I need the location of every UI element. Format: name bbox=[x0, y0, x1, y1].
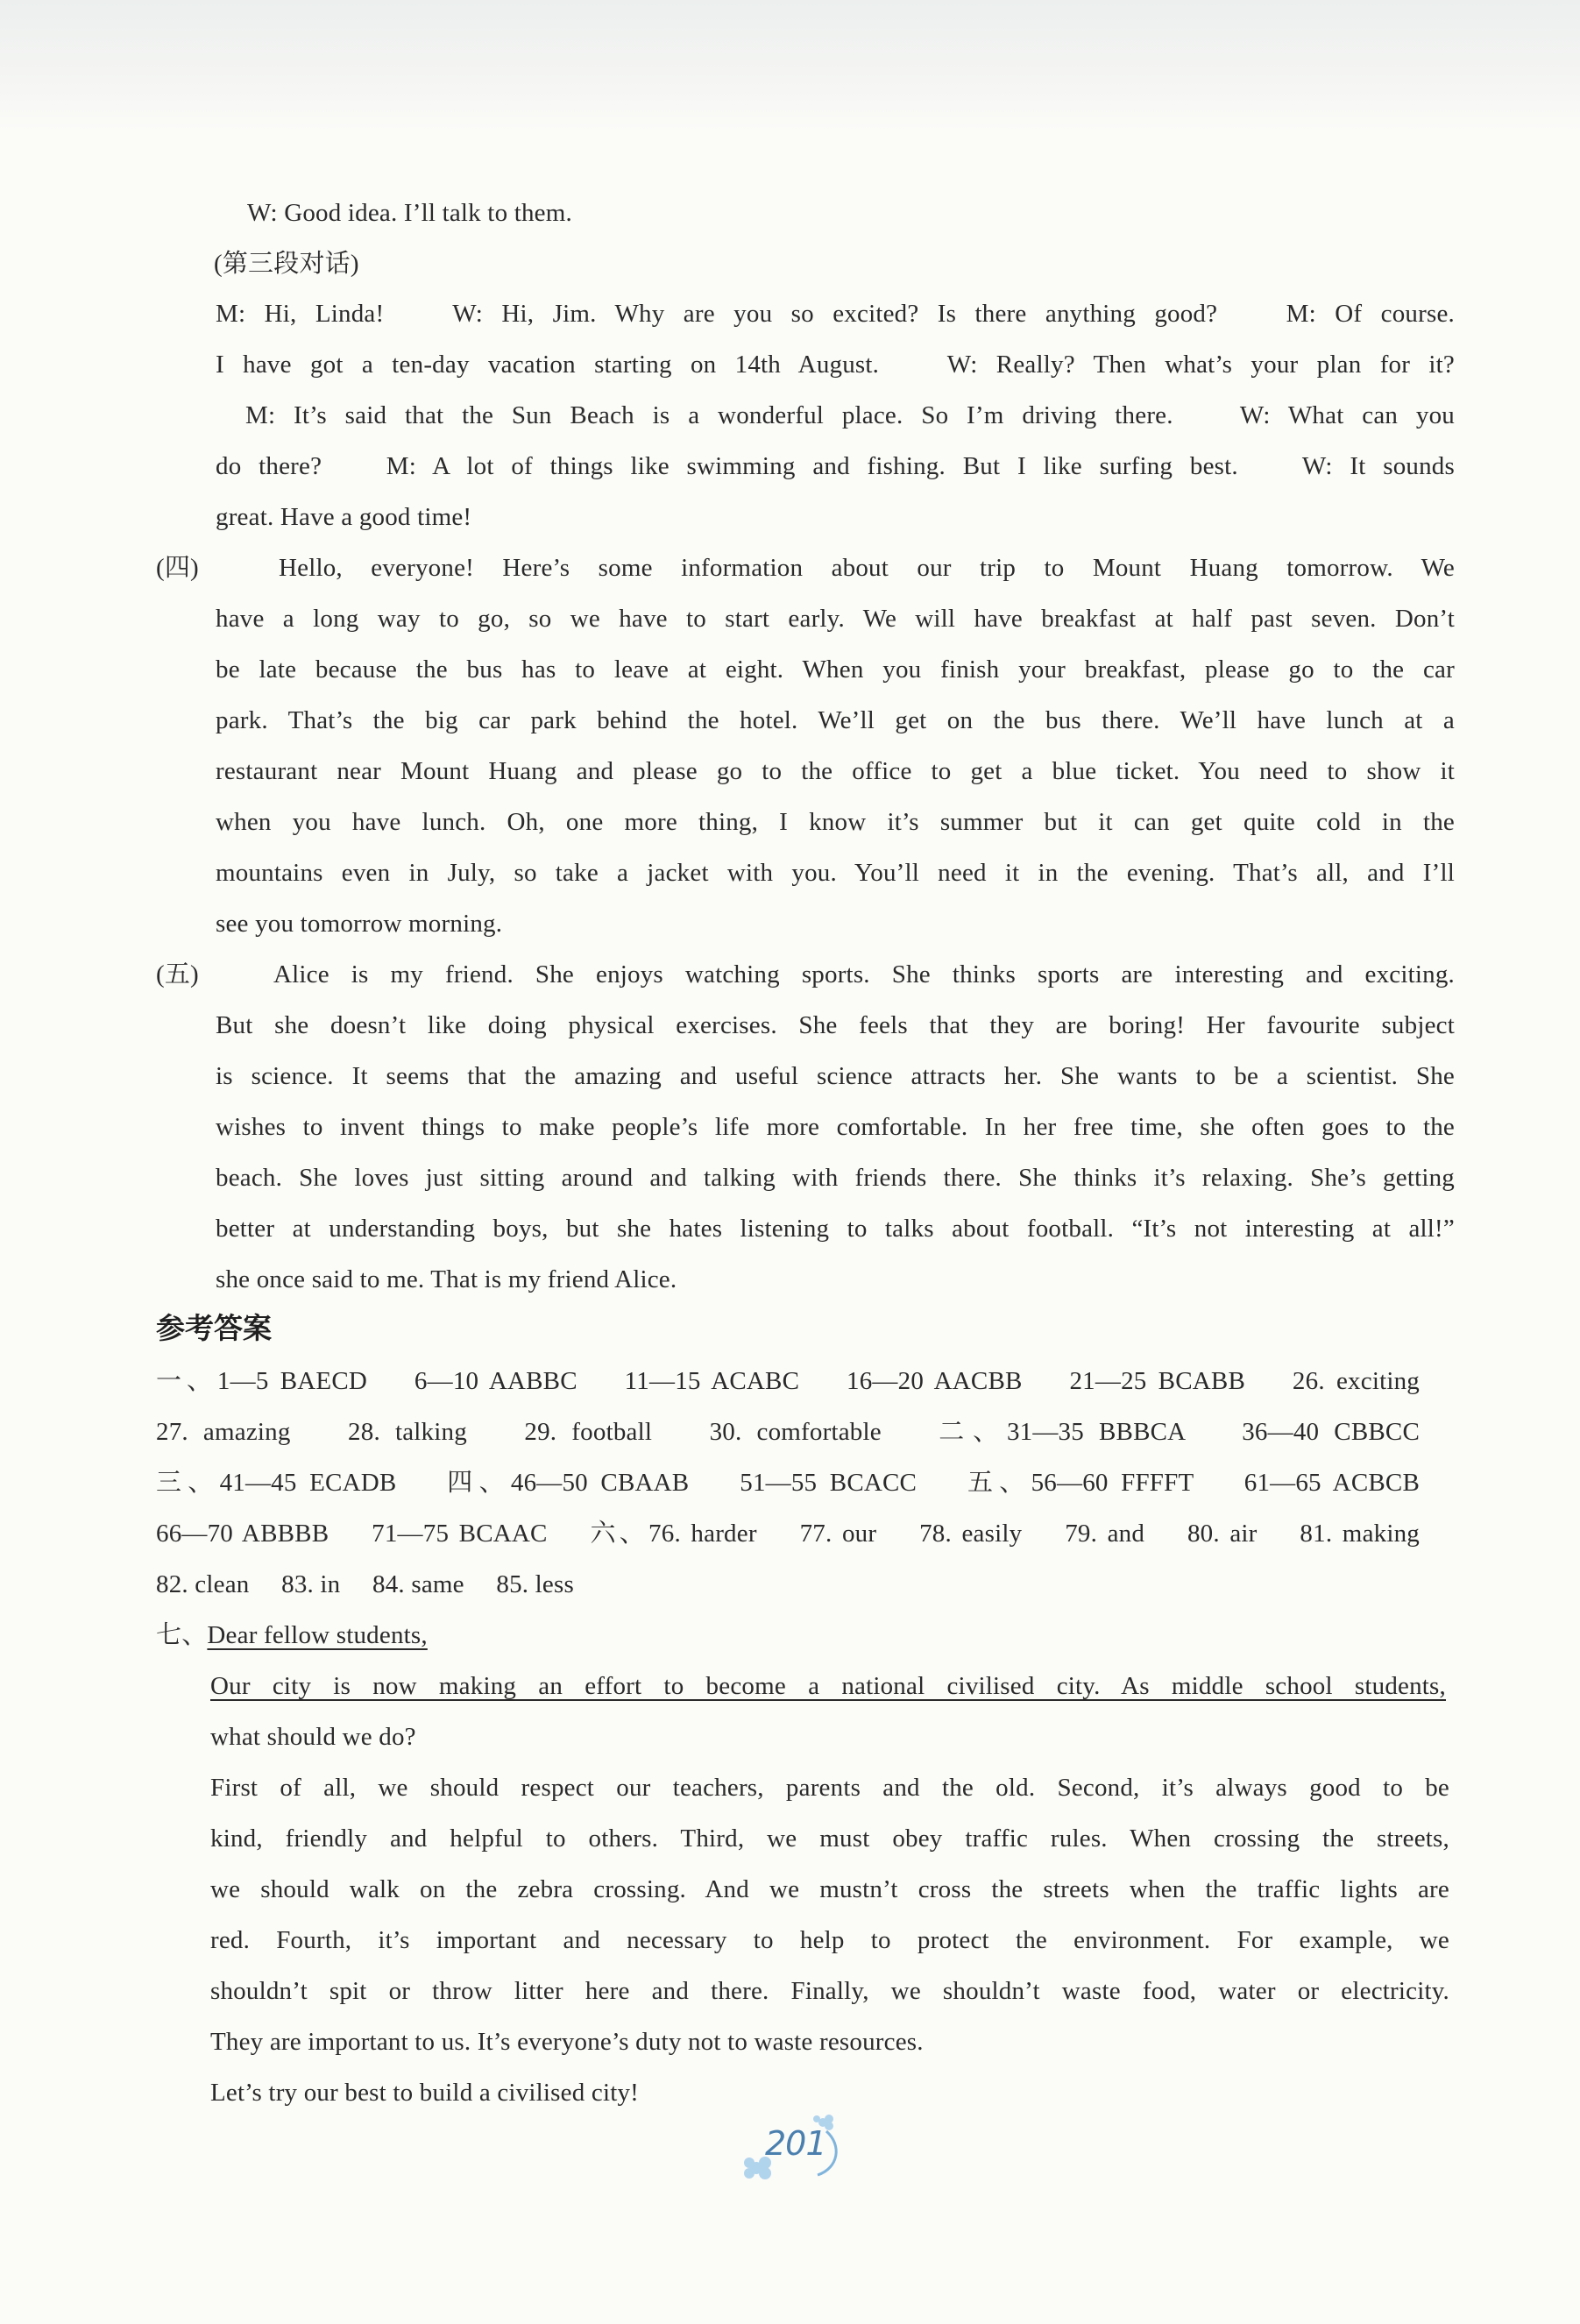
essay-line: First of all, we should respect our teachers, parents and the old. Second, it’s always good to be bbox=[210, 1774, 1449, 1802]
section5-label: (五) bbox=[156, 960, 199, 988]
section5-line: Alice is my friend. She enjoys watching sports. She thinks sports are interesting and exciting. bbox=[273, 960, 1455, 988]
essay-line: what should we do? bbox=[210, 1723, 416, 1751]
section3-label: (第三段对话) bbox=[214, 250, 359, 278]
section3-line: I have got a ten-day vacation starting on 14th August. W: Really? Then what’s your plan for it? bbox=[216, 351, 1455, 379]
section4-line: mountains even in July, so take a jacket with you. You’ll need it in the evening. That’s all, and I’ll bbox=[216, 859, 1455, 887]
essay-line: kind, friendly and helpful to others. Third, we must obey traffic rules. When crossing the streets, bbox=[210, 1824, 1449, 1853]
essay-prefix: 七、 bbox=[156, 1621, 208, 1649]
section5-line: wishes to invent things to make people’s life more comfortable. In her free time, she often goes to the bbox=[216, 1113, 1455, 1141]
section5-line: she once said to me. That is my friend Alice. bbox=[216, 1265, 677, 1293]
dialogue-end-line: W: Good idea. I’ll talk to them. bbox=[247, 199, 572, 227]
answers-heading: 参考答案 bbox=[156, 1311, 272, 1345]
answers-line: 82. clean 83. in 84. same 85. less bbox=[156, 1570, 574, 1598]
answers-line: 一、1—5 BAECD 6—10 AABBC 11—15 ACABC 16—20 AACBB 21—25 BCABB 26. exciting bbox=[156, 1367, 1420, 1395]
answers-line: 66—70 ABBBB 71—75 BCAAC 六、76. harder 77. our 78. easily 79. and 80. air 81. making bbox=[156, 1520, 1420, 1548]
answers-line: 27. amazing 28. talking 29. football 30. comfortable 二、31—35 BBBCA 36—40 CBBCC bbox=[156, 1418, 1420, 1446]
essay-line: They are important to us. It’s everyone’s duty not to waste resources. bbox=[210, 2028, 924, 2056]
section5-line: But she doesn’t like doing physical exercises. She feels that they are boring! Her favourite subject bbox=[216, 1011, 1455, 1039]
section4-line: park. That’s the big car park behind the hotel. We’ll get on the bus there. We’ll have lunch at a bbox=[216, 706, 1455, 734]
section5-line: beach. She loves just sitting around and talking with friends there. She thinks it’s relaxing. She’s getting bbox=[216, 1164, 1455, 1192]
section3-line: M: Hi, Linda! W: Hi, Jim. Why are you so excited? Is there anything good? M: Of course. bbox=[216, 300, 1455, 328]
essay-line: red. Fourth, it’s important and necessary to help to protect the environment. For example, we bbox=[210, 1926, 1449, 1954]
section3-line: great. Have a good time! bbox=[216, 503, 472, 531]
section4-line: be late because the bus has to leave at eight. When you finish your breakfast, please go to the car bbox=[216, 655, 1455, 684]
essay-line: shouldn’t spit or throw litter here and there. Finally, we shouldn’t waste food, water or electricity. bbox=[210, 1977, 1449, 2005]
essay-line: we should walk on the zebra crossing. And we mustn’t cross the streets when the traffic lights are bbox=[210, 1875, 1449, 1903]
essay-intro: Our city is now making an effort to become a national civilised city. As middle school students, bbox=[210, 1672, 1446, 1700]
section4-line: have a long way to go, so we have to start early. We will have breakfast at half past seven. Don’t bbox=[216, 605, 1455, 633]
section4-label: (四) bbox=[156, 554, 199, 582]
section5-line: better at understanding boys, but she hates listening to talks about football. “It’s not interesting at all!” bbox=[216, 1215, 1455, 1243]
essay-greeting: Dear fellow students, bbox=[207, 1621, 428, 1649]
section4-line: Hello, everyone! Here’s some information about our trip to Mount Huang tomorrow. We bbox=[279, 554, 1455, 582]
essay-section bbox=[156, 1618, 428, 1653]
section4-line: restaurant near Mount Huang and please go to the office to get a blue ticket. You need to show it bbox=[216, 757, 1455, 785]
answers-line: 三、41—45 ECADB 四、46—50 CBAAB 51—55 BCACC 五、56—60 FFFFT 61—65 ACBCB bbox=[156, 1469, 1420, 1497]
page-number-badge bbox=[739, 2114, 844, 2184]
section3-line: do there? M: A lot of things like swimming and fishing. But I like surfing best. W: It sounds bbox=[216, 452, 1455, 480]
section3-line: M: It’s said that the Sun Beach is a wonderful place. So I’m driving there. W: What can you bbox=[245, 401, 1455, 429]
section4-line: when you have lunch. Oh, one more thing, I know it’s summer but it can get quite cold in the bbox=[216, 808, 1455, 836]
page-number: 201 bbox=[765, 2124, 826, 2163]
essay-line: Let’s try our best to build a civilised city! bbox=[210, 2079, 640, 2107]
section5-line: is science. It seems that the amazing and useful science attracts her. She wants to be a scientist. She bbox=[216, 1062, 1455, 1090]
section4-line: see you tomorrow morning. bbox=[216, 910, 503, 938]
